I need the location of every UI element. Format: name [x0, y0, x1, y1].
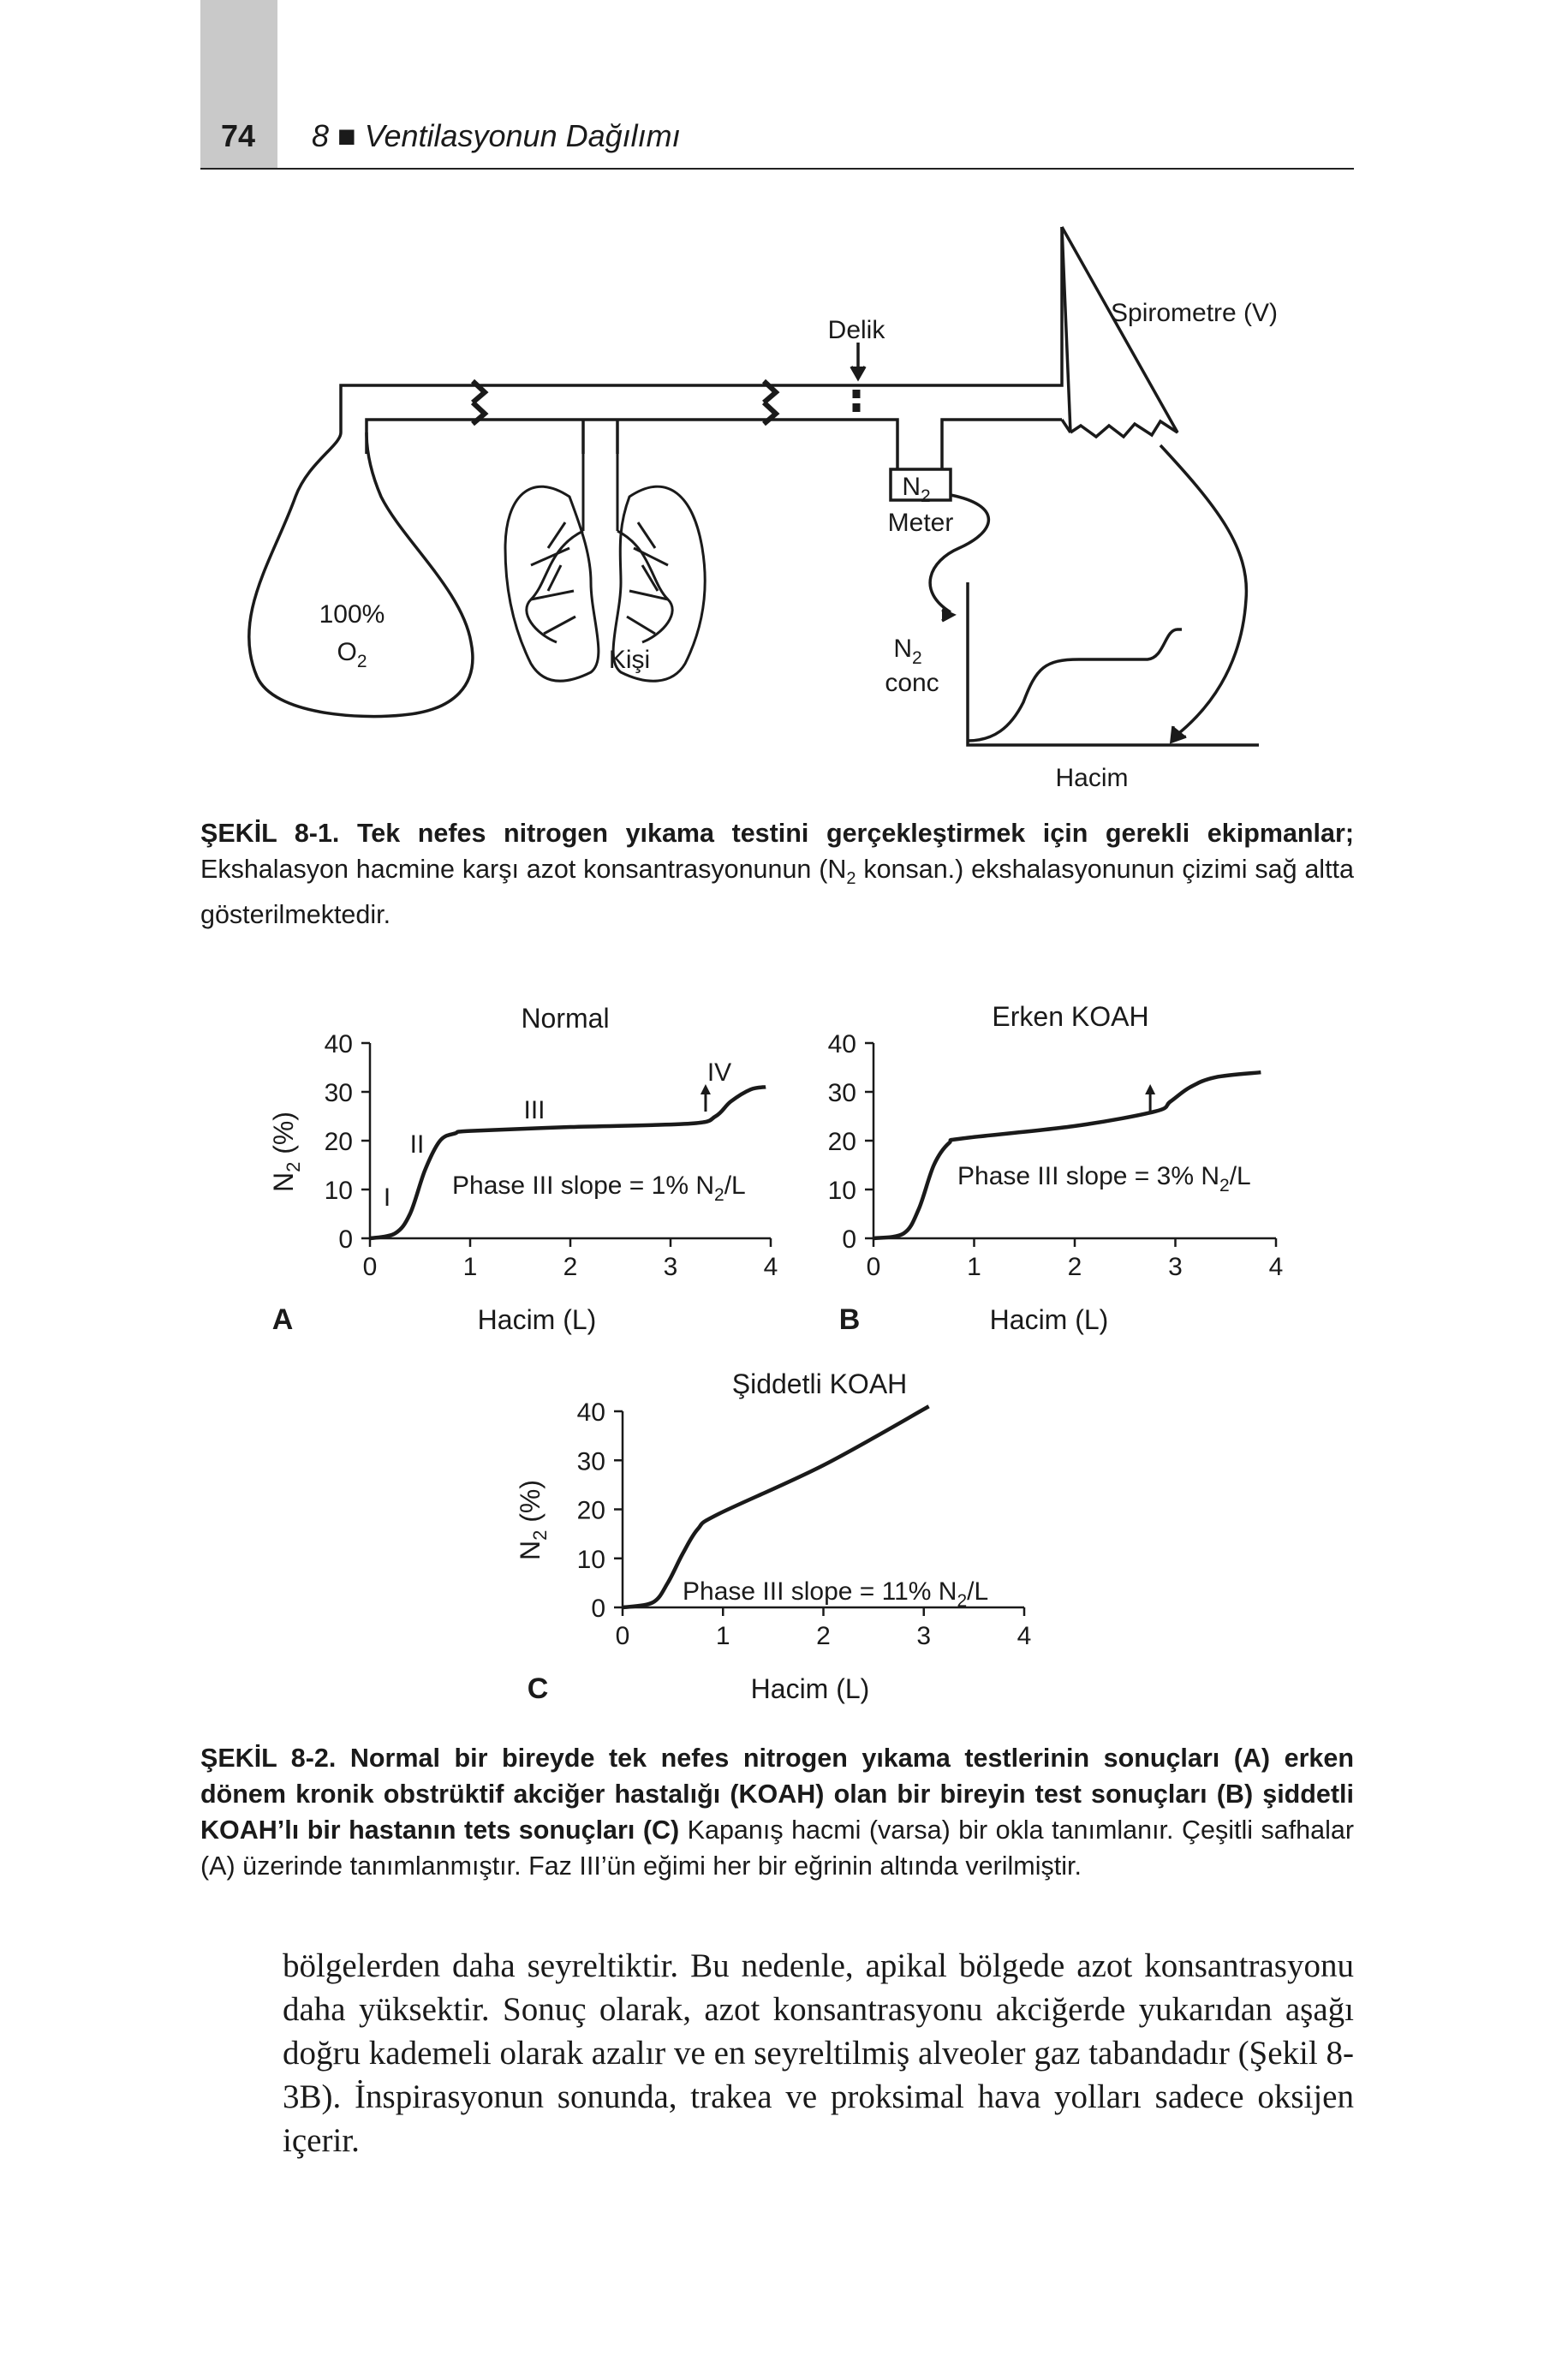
panel-b-y-tick-label: 20 [827, 1128, 856, 1156]
label-oxygen: $O_2$ [337, 638, 367, 671]
label-conc: conc [885, 669, 939, 697]
panel-c-ylabel: $N_2$ (%) [515, 1479, 551, 1561]
oxygen-bag [249, 432, 473, 717]
label-meter: Meter [887, 509, 954, 537]
panel-a-slope: Phase III slope = 1% $N_2/L$ [452, 1172, 746, 1205]
label-oxygen-percent: 100% [319, 600, 385, 629]
header-rule [200, 168, 1354, 170]
chapter-title: 8 ■ Ventilasyonun Dağılımı [312, 118, 681, 153]
panel-a-x-tick-label: 2 [563, 1253, 578, 1281]
phase-ii-label: II [409, 1130, 425, 1159]
figure-8-1 [0, 206, 1568, 805]
panel-b-y-tick-label: 40 [827, 1030, 856, 1058]
phase-iv-label: IV [706, 1058, 732, 1087]
panel-a-ylabel: $N_2$ (%) [268, 1111, 304, 1193]
panel-a-xlabel: Hacim (L) [477, 1304, 597, 1335]
panel-c-y-tick-label: 0 [591, 1595, 605, 1623]
label-person: Kişi [608, 646, 651, 674]
panel-a-x-tick-label: 1 [462, 1253, 478, 1281]
panel-c-x-tick-label: 4 [1017, 1622, 1032, 1650]
panel-b-y-tick-label: 0 [842, 1225, 856, 1254]
label-n2-conc: $N_2$ [893, 635, 922, 668]
panel-a-letter: A [271, 1303, 294, 1336]
panel-b-washout-curve [873, 1072, 1261, 1238]
tubing-inner [367, 420, 1062, 469]
panel-b-x-tick-label: 2 [1067, 1253, 1082, 1281]
panel-a-y-tick-label: 30 [324, 1079, 353, 1107]
body-paragraph: bölgelerden daha seyreltiktir. Bu nedenle, apikal bölgede azot konsantrasyonu daha yüksektir. Sonuç olarak, azot konsantrasyonu akciğerde yukarıdan aşağı doğru kademeli olarak azalır ve en seyreltilmiş alveoler gaz tabandadır (Şekil 8-3B). İnspirasyonun sonunda, trakea ve proksimal hava yolları sadece oksijen içerir. [283, 1947, 1354, 2159]
phase-iii-label: III [523, 1096, 546, 1124]
label-hole: Delik [827, 316, 885, 344]
figure-8-1-caption: ŞEKİL 8-1. Tek nefes nitrogen yıkama testini gerçekleştirmek için gerekli ekipmanlar; Ekshalasyon hacmine karşı azot konsantrasyonunun ($N_2$ konsan.) ekshalasyonunun çizimi sağ altta gösterilmektedir. [200, 819, 1354, 930]
panel-c-slope: Phase III slope = 11% $N_2/L$ [683, 1577, 989, 1611]
panel-b-title: Erken KOAH [992, 1001, 1149, 1032]
panel-b-xlabel: Hacim (L) [989, 1304, 1109, 1335]
panel-c-y-tick-label: 30 [576, 1447, 605, 1476]
panel-a-title: Normal [521, 1003, 610, 1034]
panel-b-y-tick-label: 30 [827, 1079, 856, 1107]
panel-c-x-tick-label: 2 [816, 1622, 831, 1650]
page-number: 74 [221, 118, 256, 153]
panel-b-x-tick-label: 3 [1168, 1253, 1183, 1281]
lungs-illustration [505, 454, 705, 681]
panel-c-y-tick-label: 10 [576, 1545, 605, 1574]
figure-8-2-charts [0, 976, 1568, 1713]
label-volume: Hacim [1055, 764, 1129, 792]
panel-b-x-tick-label: 0 [866, 1253, 881, 1281]
mini-washout-curve [968, 629, 1182, 741]
figure-8-2-caption: ŞEKİL 8-2. Normal bir bireyde tek nefes nitrogen yıkama testlerinin sonuçları (A) erken dönem kronik obstrüktif akciğer hastalığı (KOAH) olan bir bireyin test sonuçları (B) şiddetli KOAH’lı bir hastanın tets sonuçları (C) Kapanış hacmi (varsa) bir okla tanımlanır. Çeşitli safhalar (A) üzerinde tanımlanmıştır. Faz III’ün eğimi her bir eğrinin altında verilmiştir. [200, 1744, 1354, 1881]
panel-c-title: Şiddetli KOAH [731, 1368, 908, 1399]
spirometer [1062, 227, 1177, 437]
panel-c-x-tick-label: 3 [916, 1622, 932, 1650]
panel-a-y-tick-label: 20 [324, 1128, 353, 1156]
panel-a-x-tick-label: 4 [763, 1253, 778, 1281]
panel-a-x-tick-label: 0 [362, 1253, 378, 1281]
tubing-outer [341, 227, 1062, 432]
panel-c-letter: C [527, 1672, 549, 1705]
panel-c-x-tick-label: 1 [715, 1622, 730, 1650]
panel-c-xlabel: Hacim (L) [750, 1673, 870, 1704]
panel-c-x-tick-label: 0 [615, 1622, 630, 1650]
phase-i-label: I [383, 1184, 391, 1212]
panel-b-x-tick-label: 1 [967, 1253, 981, 1281]
panel-a-y-tick-label: 40 [324, 1030, 353, 1058]
panel-b-closing-volume-arrowhead [1145, 1084, 1155, 1094]
panel-c-y-tick-label: 20 [576, 1496, 605, 1525]
label-n2-meter-n: $N_2$ [902, 473, 931, 506]
panel-a-y-tick-label: 0 [338, 1225, 353, 1254]
panel-a-y-tick-label: 10 [324, 1177, 353, 1205]
panel-a-x-tick-label: 3 [663, 1253, 678, 1281]
label-spirometer: Spirometre (V) [1111, 299, 1279, 327]
panel-b-x-tick-label: 4 [1268, 1253, 1284, 1281]
panel-b-y-tick-label: 10 [827, 1177, 856, 1205]
panel-c-y-tick-label: 40 [576, 1398, 605, 1427]
panel-b-letter: B [838, 1303, 861, 1336]
panel-b-slope: Phase III slope = 3% $N_2/L$ [957, 1162, 1251, 1195]
